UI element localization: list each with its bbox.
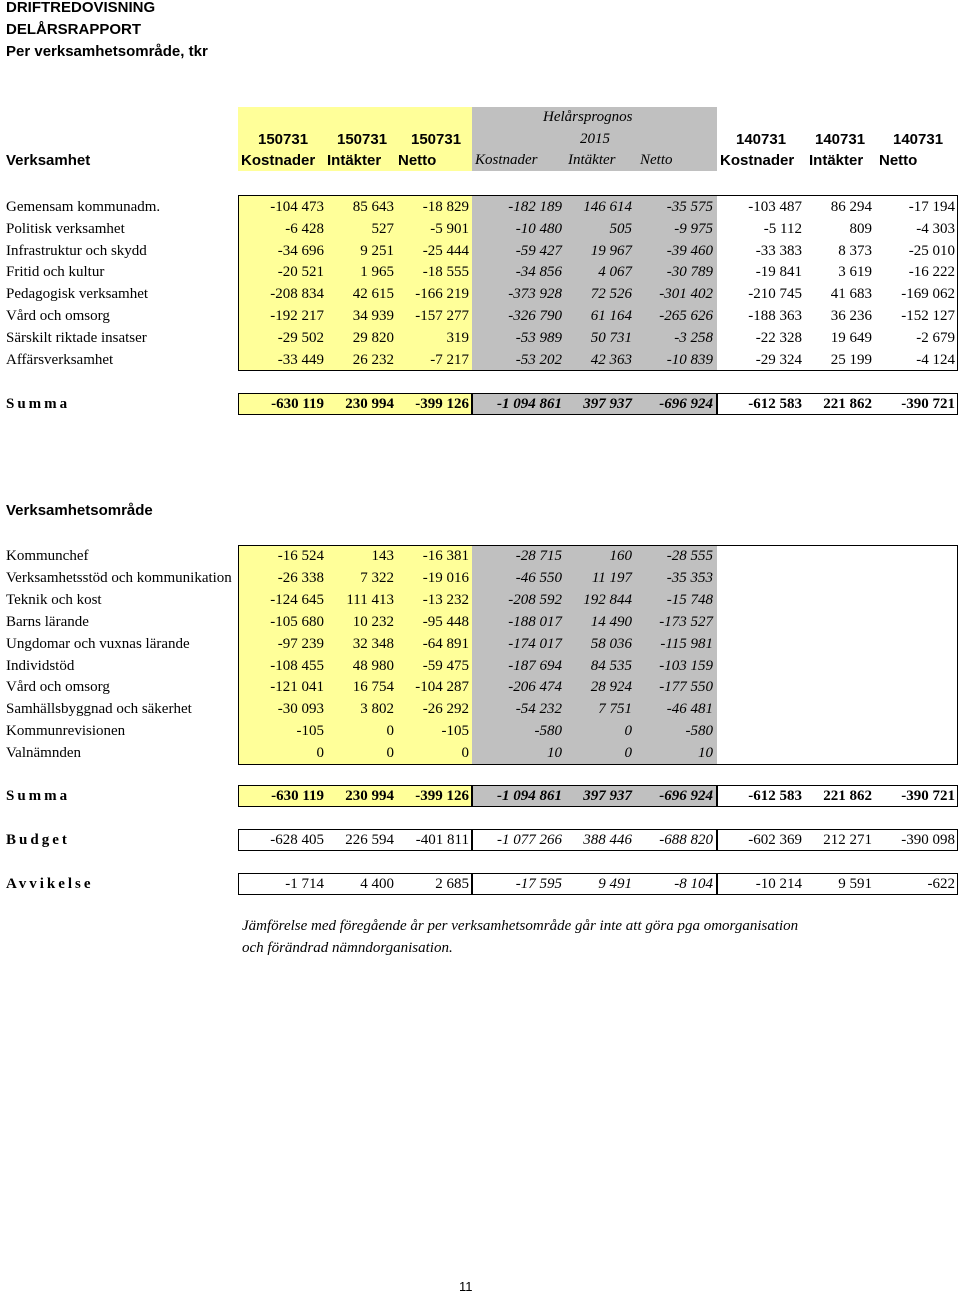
cell-value: 48 980 xyxy=(352,657,394,674)
cell-value: 527 xyxy=(371,220,394,237)
cell-value: -373 928 xyxy=(508,286,562,303)
col-date-150731-netto: 150731 xyxy=(411,131,462,148)
cell-value: 8 373 xyxy=(838,242,872,259)
cell-value: 19 967 xyxy=(590,242,632,259)
cell-value: -26 338 xyxy=(277,569,324,586)
cell-value: 9 491 xyxy=(598,876,632,892)
cell-value: 11 197 xyxy=(591,569,632,586)
col-prognos-netto: Netto xyxy=(640,152,673,168)
cell-value: -3 258 xyxy=(674,329,713,346)
cell-value: 4 400 xyxy=(360,876,394,892)
cell-value: -59 427 xyxy=(515,242,562,259)
cell-value: -104 287 xyxy=(415,679,469,696)
cell-value: -124 645 xyxy=(270,591,324,608)
row-label: Politisk verksamhet xyxy=(6,220,125,237)
cell-value: 72 526 xyxy=(590,286,632,303)
cell-value: 160 xyxy=(609,548,632,564)
cell-value: -39 460 xyxy=(666,242,713,259)
table-row xyxy=(0,676,960,698)
col-150731-netto: Netto xyxy=(398,152,437,169)
row-label: Individstöd xyxy=(6,657,75,674)
cell-value: -265 626 xyxy=(659,308,713,324)
cell-value: 3 802 xyxy=(360,701,394,718)
row-label: Infrastruktur och skydd xyxy=(6,242,147,259)
cell-value: -16 524 xyxy=(277,548,324,564)
cell-value: -53 202 xyxy=(515,351,562,368)
col-150731-kostnader: Kostnader xyxy=(241,152,316,169)
cell-value: 397 937 xyxy=(583,396,632,412)
cell-value: -169 062 xyxy=(901,286,955,303)
cell-value: 42 363 xyxy=(590,351,632,368)
cell-value: -19 841 xyxy=(755,264,802,281)
cell-value: -622 xyxy=(927,876,955,892)
row-label: Fritid och kultur xyxy=(6,264,105,281)
page-number: 11 xyxy=(459,1279,473,1294)
cell-value: 42 615 xyxy=(352,286,394,303)
cell-value: -1 094 861 xyxy=(497,396,562,412)
col-date-150731-intakter: 150731 xyxy=(337,131,388,148)
row-label: Särskilt riktade insatser xyxy=(6,329,147,346)
row-label: Affärsverksamhet xyxy=(6,351,114,368)
section2-heading: Verksamhetsområde xyxy=(6,502,153,519)
cell-value: -5 112 xyxy=(763,220,802,237)
cell-value: -103 487 xyxy=(748,199,802,215)
cell-value: -33 449 xyxy=(277,351,324,368)
col-140731-kostnader: Kostnader xyxy=(720,152,795,169)
cell-value: -157 277 xyxy=(415,308,469,324)
cell-value: -35 575 xyxy=(666,199,713,215)
table-row xyxy=(0,742,960,764)
cell-value: -192 217 xyxy=(270,308,324,324)
cell-value: -10 480 xyxy=(515,220,562,237)
table-row xyxy=(0,633,960,655)
cell-value: -28 715 xyxy=(515,548,562,564)
cell-value: -59 475 xyxy=(422,657,469,674)
cell-value: -103 159 xyxy=(659,657,713,674)
cell-value: -121 041 xyxy=(270,679,324,696)
cell-value: 397 937 xyxy=(583,788,632,804)
table-row xyxy=(0,327,960,349)
cell-value: -28 555 xyxy=(666,548,713,564)
cell-value: 221 862 xyxy=(823,788,872,804)
row-label: Kommunchef xyxy=(6,548,89,564)
row-label: Pedagogisk verksamhet xyxy=(6,286,149,303)
cell-value: 28 924 xyxy=(590,679,632,696)
table-row xyxy=(0,261,960,283)
cell-value: -25 444 xyxy=(422,242,469,259)
cell-value: -13 232 xyxy=(422,591,469,608)
cell-value: -25 010 xyxy=(908,242,955,259)
cell-value: -7 217 xyxy=(430,351,469,368)
table-row xyxy=(0,720,960,742)
cell-value: -580 xyxy=(534,723,562,740)
cell-value: -20 521 xyxy=(277,264,324,281)
row-label: Summa xyxy=(6,788,71,804)
cell-value: -16 381 xyxy=(422,548,469,564)
row-label: Summa xyxy=(6,396,71,412)
cell-value: 221 862 xyxy=(823,396,872,412)
budget-row xyxy=(0,829,960,851)
cell-value: -19 016 xyxy=(422,569,469,586)
cell-value: -6 428 xyxy=(285,220,324,237)
cell-value: -29 324 xyxy=(755,351,802,368)
cell-value: -22 328 xyxy=(755,329,802,346)
cell-value: -173 527 xyxy=(659,613,713,630)
col-date-150731-kostnader: 150731 xyxy=(258,131,309,148)
cell-value: -34 696 xyxy=(277,242,324,259)
cell-value: 50 731 xyxy=(590,329,632,346)
cell-value: -104 473 xyxy=(270,199,324,215)
cell-value: 226 594 xyxy=(345,832,394,848)
cell-value: 19 649 xyxy=(830,329,872,346)
table-row xyxy=(0,545,960,567)
row-label: Gemensam kommunadm. xyxy=(6,199,161,215)
report-unit: Per verksamhetsområde, tkr xyxy=(6,43,208,60)
report-title: DRIFTREDOVISNING xyxy=(6,0,156,16)
cell-value: 230 994 xyxy=(345,396,394,412)
cell-value: -105 680 xyxy=(270,613,324,630)
cell-value: 143 xyxy=(371,548,394,564)
table-row xyxy=(0,305,960,327)
cell-value: 0 xyxy=(386,723,394,740)
report-subtitle: DELÅRSRAPPORT xyxy=(6,21,142,38)
cell-value: -696 924 xyxy=(659,396,713,412)
col-date-140731-netto: 140731 xyxy=(893,131,944,148)
cell-value: -612 583 xyxy=(748,788,802,804)
row-label: Vård och omsorg xyxy=(6,308,110,324)
footnote-line2: och förändrad nämndorganisation. xyxy=(242,940,453,956)
cell-value: -4 124 xyxy=(916,351,955,368)
cell-value: 9 251 xyxy=(360,242,394,259)
col-140731-intakter: Intäkter xyxy=(809,152,864,169)
cell-value: -152 127 xyxy=(901,308,955,324)
cell-value: -35 353 xyxy=(666,569,713,586)
summa-row xyxy=(0,393,960,415)
cell-value: -602 369 xyxy=(748,832,802,848)
cell-value: 1 965 xyxy=(360,264,394,281)
cell-value: 10 232 xyxy=(352,613,394,630)
row-label: Valnämnden xyxy=(6,745,81,762)
table-row xyxy=(0,698,960,720)
cell-value: -115 981 xyxy=(660,635,713,652)
cell-value: 0 xyxy=(624,723,632,740)
cell-value: -16 222 xyxy=(908,264,955,281)
cell-value: 9 591 xyxy=(838,876,872,892)
cell-value: 36 236 xyxy=(830,308,872,324)
row-label: Vård och omsorg xyxy=(6,679,110,696)
cell-value: -688 820 xyxy=(659,832,713,848)
cell-value: -9 975 xyxy=(674,220,713,237)
cell-value: 212 271 xyxy=(823,832,872,848)
cell-value: -4 303 xyxy=(916,220,955,237)
cell-value: -401 811 xyxy=(415,832,469,848)
row-label: Barns lärande xyxy=(6,613,89,630)
row-label: Verksamhetsstöd och kommunikation xyxy=(6,569,232,586)
cell-value: 10 xyxy=(547,745,562,762)
cell-value: 14 490 xyxy=(590,613,632,630)
cell-value: -17 595 xyxy=(515,876,562,892)
row-label: Budget xyxy=(6,832,70,848)
cell-value: 388 446 xyxy=(583,832,632,848)
cell-value: -301 402 xyxy=(659,286,713,303)
row-label: Avvikelse xyxy=(6,876,94,892)
cell-value: -399 126 xyxy=(415,396,469,412)
cell-value: -628 405 xyxy=(270,832,324,848)
cell-value: -696 924 xyxy=(659,788,713,804)
cell-value: 29 820 xyxy=(352,329,394,346)
cell-value: 146 614 xyxy=(583,199,632,215)
cell-value: -208 592 xyxy=(508,591,562,608)
cell-value: 192 844 xyxy=(583,591,632,608)
cell-value: -188 363 xyxy=(748,308,802,324)
cell-value: 2 685 xyxy=(435,876,469,892)
cell-value: 10 xyxy=(698,745,713,762)
cell-value: -108 455 xyxy=(270,657,324,674)
cell-value: -15 748 xyxy=(666,591,713,608)
cell-value: 86 294 xyxy=(830,199,872,215)
table-row xyxy=(0,589,960,611)
table-row xyxy=(0,283,960,305)
cell-value: -34 856 xyxy=(515,264,562,281)
cell-value: -188 017 xyxy=(508,613,562,630)
cell-value: -187 694 xyxy=(508,657,562,674)
prognos-title: Helårsprognos xyxy=(543,109,633,125)
cell-value: 32 348 xyxy=(352,635,394,652)
cell-value: -64 891 xyxy=(422,635,469,652)
cell-value: -390 098 xyxy=(901,832,955,848)
table-row xyxy=(0,611,960,633)
cell-value: -630 119 xyxy=(271,396,324,412)
cell-value: -174 017 xyxy=(508,635,562,652)
cell-value: 84 535 xyxy=(590,657,632,674)
cell-value: -1 714 xyxy=(285,876,324,892)
cell-value: -399 126 xyxy=(415,788,469,804)
col-verksamhet: Verksamhet xyxy=(6,152,91,169)
cell-value: -17 194 xyxy=(908,199,955,215)
cell-value: -390 721 xyxy=(901,396,955,412)
col-150731-intakter: Intäkter xyxy=(327,152,382,169)
cell-value: -326 790 xyxy=(508,308,562,324)
row-label: Ungdomar och vuxnas lärande xyxy=(6,635,190,652)
cell-value: 41 683 xyxy=(830,286,872,303)
cell-value: 25 199 xyxy=(830,351,872,368)
col-prognos-kostnader: Kostnader xyxy=(475,152,538,168)
cell-value: -18 555 xyxy=(422,264,469,281)
cell-value: 34 939 xyxy=(352,308,394,324)
cell-value: 0 xyxy=(624,745,632,762)
cell-value: -580 xyxy=(685,723,713,740)
table-row xyxy=(0,567,960,589)
cell-value: -18 829 xyxy=(422,199,469,215)
table-row xyxy=(0,240,960,262)
cell-value: 0 xyxy=(461,745,469,762)
cell-value: -208 834 xyxy=(270,286,324,303)
prognos-year: 2015 xyxy=(580,131,610,147)
cell-value: 505 xyxy=(609,220,632,237)
col-140731-netto: Netto xyxy=(879,152,918,169)
cell-value: 61 164 xyxy=(590,308,632,324)
cell-value: 3 619 xyxy=(838,264,872,281)
cell-value: -1 077 266 xyxy=(497,832,562,848)
cell-value: 7 322 xyxy=(360,569,394,586)
cell-value: 230 994 xyxy=(345,788,394,804)
avvikelse-row xyxy=(0,873,960,895)
cell-value: -105 xyxy=(296,723,324,740)
cell-value: 809 xyxy=(849,220,872,237)
cell-value: -30 093 xyxy=(277,701,324,718)
col-date-140731-intakter: 140731 xyxy=(815,131,866,148)
cell-value: 85 643 xyxy=(352,199,394,215)
cell-value: 26 232 xyxy=(352,351,394,368)
cell-value: 7 751 xyxy=(598,701,632,718)
table-row xyxy=(0,349,960,371)
cell-value: -390 721 xyxy=(901,788,955,804)
cell-value: -630 119 xyxy=(271,788,324,804)
cell-value: -97 239 xyxy=(277,635,324,652)
cell-value: -206 474 xyxy=(508,679,562,696)
cell-value: 111 413 xyxy=(346,591,394,608)
cell-value: -177 550 xyxy=(659,679,713,696)
cell-value: -612 583 xyxy=(748,396,802,412)
cell-value: -29 502 xyxy=(277,329,324,346)
cell-value: -30 789 xyxy=(666,264,713,281)
cell-value: -5 901 xyxy=(430,220,469,237)
cell-value: -8 104 xyxy=(674,876,713,892)
cell-value: -166 219 xyxy=(415,286,469,303)
cell-value: 319 xyxy=(446,329,469,346)
cell-value: 4 067 xyxy=(598,264,632,281)
cell-value: -54 232 xyxy=(515,701,562,718)
cell-value: 58 036 xyxy=(590,635,632,652)
table-row xyxy=(0,655,960,677)
row-label: Kommunrevisionen xyxy=(6,723,126,740)
cell-value: -53 989 xyxy=(515,329,562,346)
table-row xyxy=(0,196,960,218)
cell-value: 0 xyxy=(316,745,324,762)
cell-value: -10 839 xyxy=(666,351,713,368)
col-prognos-intakter: Intäkter xyxy=(568,152,616,168)
footnote-line1: Jämförelse med föregående år per verksamhetsområde går inte att göra pga omorganisation xyxy=(242,918,799,934)
cell-value: -46 481 xyxy=(666,701,713,718)
col-date-140731-kostnader: 140731 xyxy=(736,131,787,148)
cell-value: 16 754 xyxy=(352,679,394,696)
cell-value: -182 189 xyxy=(508,199,562,215)
cell-value: -95 448 xyxy=(422,613,469,630)
cell-value: -2 679 xyxy=(916,329,955,346)
cell-value: 0 xyxy=(386,745,394,762)
cell-value: -210 745 xyxy=(748,286,802,303)
cell-value: -10 214 xyxy=(755,876,802,892)
cell-value: -46 550 xyxy=(515,569,562,586)
table-row xyxy=(0,218,960,240)
row-label: Teknik och kost xyxy=(6,591,102,608)
cell-value: -1 094 861 xyxy=(497,788,562,804)
cell-value: -26 292 xyxy=(422,701,469,718)
cell-value: -33 383 xyxy=(755,242,802,259)
cell-value: -105 xyxy=(441,723,469,740)
row-label: Samhällsbyggnad och säkerhet xyxy=(6,701,192,718)
summa-row xyxy=(0,785,960,807)
